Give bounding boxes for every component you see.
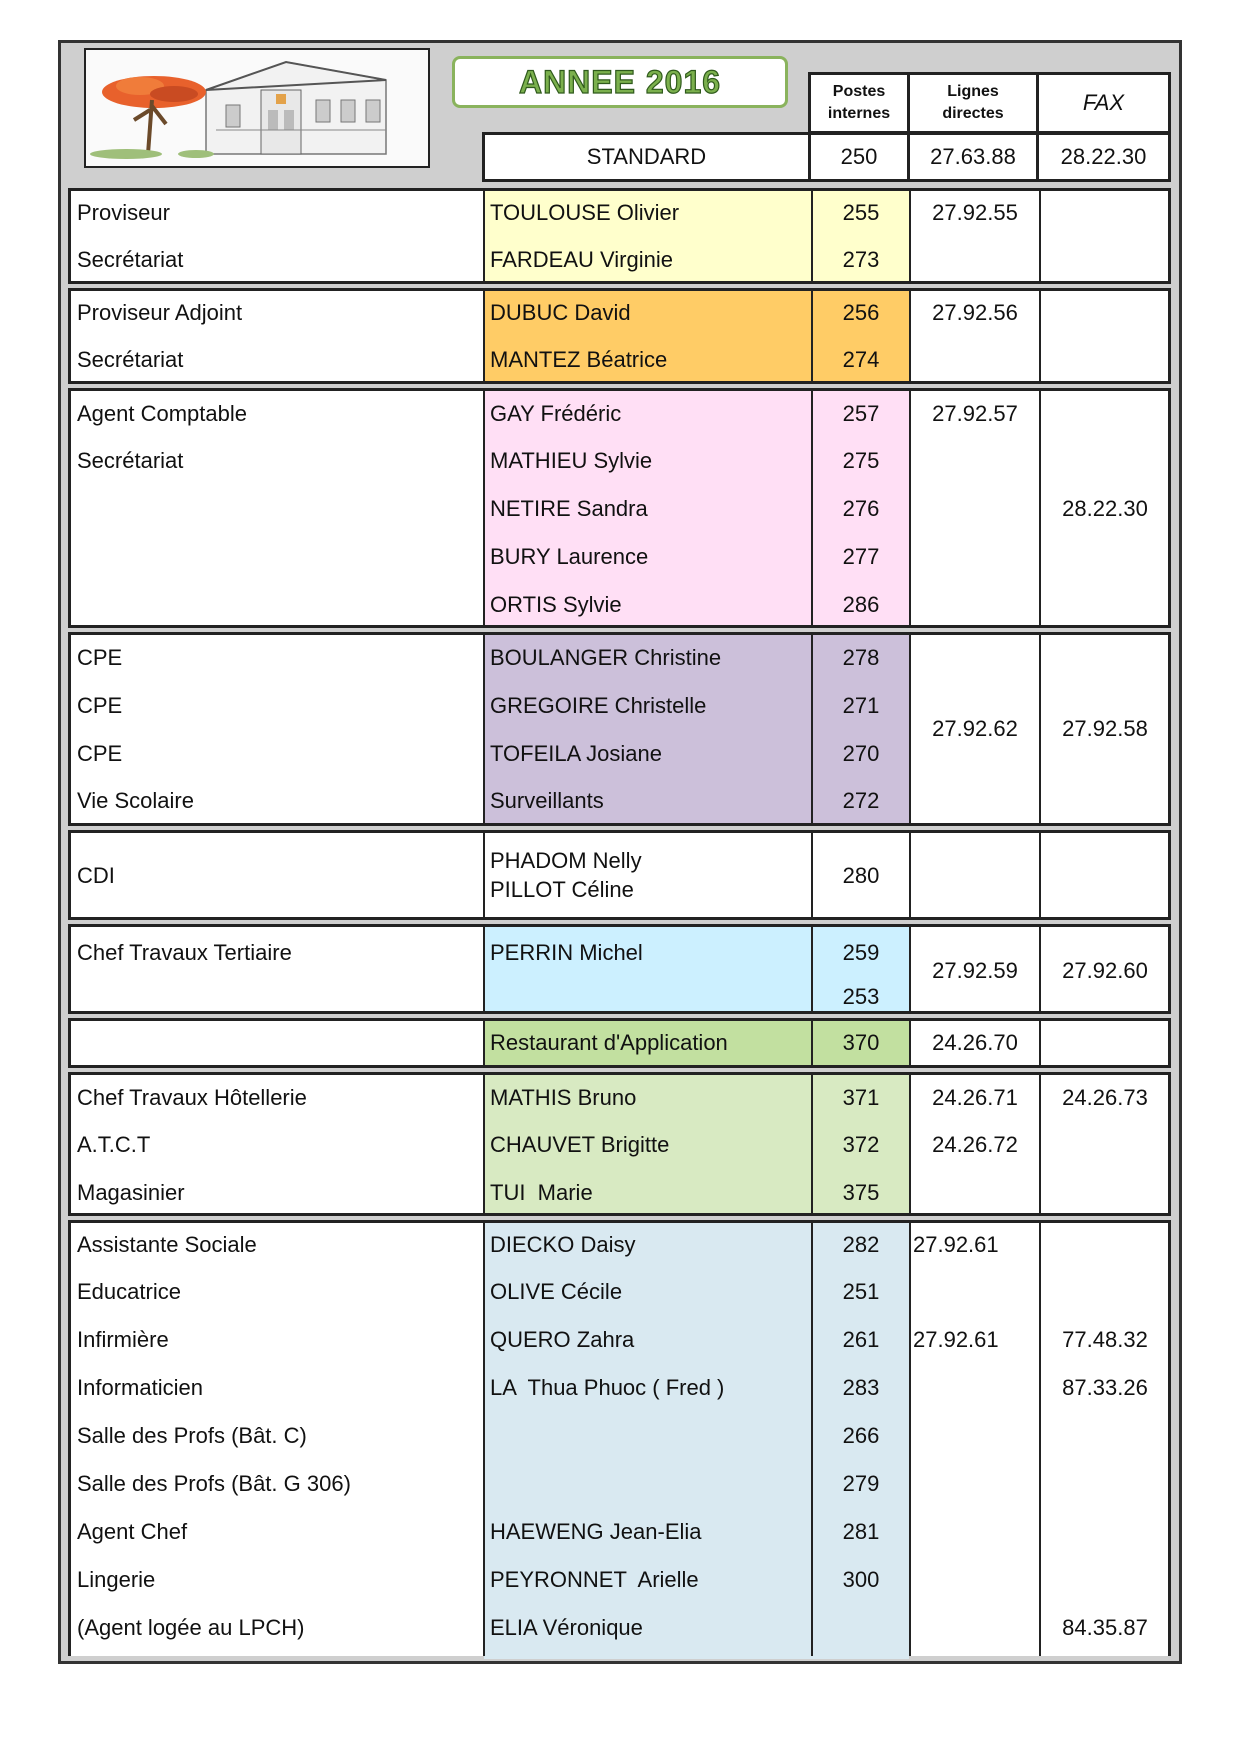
name: TOULOUSE Olivier: [490, 200, 680, 225]
poste: 257: [842, 401, 880, 426]
role: Secrétariat: [77, 448, 184, 473]
name: TOFEILA Josiane: [490, 741, 663, 766]
poste: 261: [842, 1327, 880, 1352]
poste: 275: [842, 448, 880, 473]
poste: 259: [842, 940, 880, 965]
role: (Agent logée au LPCH): [77, 1615, 305, 1640]
fax: 27.92.60: [1062, 958, 1148, 983]
standard-poste: 250: [840, 144, 878, 169]
header-postes-internes: [808, 72, 910, 134]
role: Chef Travaux Hôtellerie: [77, 1085, 307, 1110]
poste: 271: [842, 693, 880, 718]
role: Educatrice: [77, 1279, 181, 1304]
name: MANTEZ Béatrice: [490, 347, 668, 372]
poste: 278: [842, 645, 880, 670]
poste: 255: [842, 200, 880, 225]
role: Proviseur Adjoint: [77, 300, 243, 325]
poste: 272: [842, 788, 880, 813]
block-services-divers: [68, 1220, 1171, 1656]
role: CPE: [77, 645, 123, 670]
poste: 253: [842, 984, 880, 1009]
standard-fax: 28.22.30: [1060, 144, 1147, 169]
fax: 87.33.26: [1062, 1375, 1148, 1400]
poste: 273: [842, 247, 880, 272]
year-title: ANNEE 2016: [518, 63, 722, 100]
name: FARDEAU Virginie: [490, 247, 673, 272]
header-lignes-directes: [907, 72, 1039, 134]
name: BURY Laurence: [490, 544, 649, 569]
name: HAEWENG Jean-Elia: [490, 1519, 702, 1544]
name: QUERO Zahra: [490, 1327, 635, 1352]
name: GREGOIRE Christelle: [490, 693, 707, 718]
postes-internes-label: Postes internes: [827, 83, 891, 122]
poste: 375: [842, 1180, 880, 1205]
name: OLIVE Cécile: [490, 1279, 623, 1304]
role: Vie Scolaire: [77, 788, 194, 813]
standard-label-cell: [482, 132, 811, 182]
fax: 24.26.73: [1062, 1085, 1148, 1110]
ligne: 24.26.71: [932, 1085, 1018, 1110]
ligne: 24.26.70: [932, 1030, 1018, 1055]
name: CHAUVET Brigitte: [490, 1132, 670, 1157]
poste: 270: [842, 741, 880, 766]
name: PILLOT Céline: [490, 877, 634, 902]
ligne: 27.92.55: [932, 200, 1018, 225]
poste: 274: [842, 347, 880, 372]
school-building-illustration: [84, 48, 430, 168]
poste: 276: [842, 496, 880, 521]
poste: 256: [842, 300, 880, 325]
block-cpe: [68, 632, 1171, 826]
fax: 27.92.58: [1062, 716, 1148, 741]
role: Chef Travaux Tertiaire: [77, 940, 292, 965]
ligne: 27.92.59: [932, 958, 1018, 983]
role: Lingerie: [77, 1567, 156, 1592]
block-restaurant: [68, 1018, 1171, 1068]
role: Secrétariat: [77, 347, 184, 372]
name: DIECKO Daisy: [490, 1232, 636, 1257]
name: ORTIS Sylvie: [490, 592, 622, 617]
ligne: 27.92.61: [913, 1327, 999, 1352]
standard-ligne-cell: [907, 132, 1039, 182]
poste: 283: [842, 1375, 880, 1400]
poste: 277: [842, 544, 880, 569]
poste: 251: [842, 1279, 880, 1304]
name: PHADOM Nelly: [490, 848, 642, 873]
role: Infirmière: [77, 1327, 169, 1352]
block-proviseur: [68, 188, 1171, 284]
block-chef-travaux-hotellerie: [68, 1072, 1171, 1216]
ligne: 24.26.72: [932, 1132, 1018, 1157]
header-fax: [1036, 72, 1171, 134]
fax: 77.48.32: [1062, 1327, 1148, 1352]
name: GAY Frédéric: [490, 401, 622, 426]
role: Proviseur: [77, 200, 170, 225]
lignes-directes-label: Lignes directes: [942, 83, 1004, 122]
role: Magasinier: [77, 1180, 185, 1205]
ligne: 27.92.56: [932, 300, 1018, 325]
block-agent-comptable: [68, 388, 1171, 628]
ligne: 27.92.61: [913, 1232, 999, 1257]
poste: 371: [842, 1085, 880, 1110]
fax: 84.35.87: [1062, 1615, 1148, 1640]
year-title-box: [452, 56, 788, 108]
name: PEYRONNET Arielle: [490, 1567, 699, 1592]
block-proviseur-adjoint: [68, 288, 1171, 384]
role: Agent Comptable: [77, 401, 247, 426]
name: MATHIS Bruno: [490, 1085, 637, 1110]
name: ELIA Véronique: [490, 1615, 643, 1640]
poste: 286: [842, 592, 880, 617]
role: CPE: [77, 741, 123, 766]
ligne: 27.92.62: [932, 716, 1018, 741]
role: Salle des Profs (Bât. G 306): [77, 1471, 351, 1496]
poste: 266: [842, 1423, 880, 1448]
standard-ligne: 27.63.88: [930, 144, 1016, 169]
name: Surveillants: [490, 788, 604, 813]
role: Salle des Profs (Bât. C): [77, 1423, 307, 1448]
name: Restaurant d'Application: [490, 1030, 728, 1055]
poste: 282: [842, 1232, 880, 1257]
name: LA Thua Phuoc ( Fred ): [490, 1375, 725, 1400]
role: CDI: [77, 863, 115, 888]
poste: 279: [842, 1471, 880, 1496]
poste: 281: [842, 1519, 880, 1544]
role: Assistante Sociale: [77, 1232, 257, 1257]
standard-label: STANDARD: [586, 144, 707, 169]
name: DUBUC David: [490, 300, 631, 325]
name: BOULANGER Christine: [490, 645, 722, 670]
poste: 372: [842, 1132, 880, 1157]
fax: 28.22.30: [1062, 496, 1148, 521]
block-cdi: [68, 830, 1171, 920]
name: PERRIN Michel: [490, 940, 643, 965]
role: A.T.C.T: [77, 1132, 151, 1157]
name: NETIRE Sandra: [490, 496, 648, 521]
block-chef-travaux-tertiaire: [68, 924, 1171, 1014]
standard-poste-cell: [808, 132, 910, 182]
role: Informaticien: [77, 1375, 203, 1400]
role: Secrétariat: [77, 247, 184, 272]
ligne: 27.92.57: [932, 401, 1018, 426]
poste: 370: [842, 1030, 880, 1055]
name: MATHIEU Sylvie: [490, 448, 653, 473]
name: TUI Marie: [490, 1180, 593, 1205]
role: Agent Chef: [77, 1519, 188, 1544]
standard-fax-cell: [1036, 132, 1171, 182]
fax-label: FAX: [1082, 90, 1125, 115]
role: CPE: [77, 693, 123, 718]
poste: 280: [842, 863, 880, 888]
poste: 300: [842, 1567, 880, 1592]
